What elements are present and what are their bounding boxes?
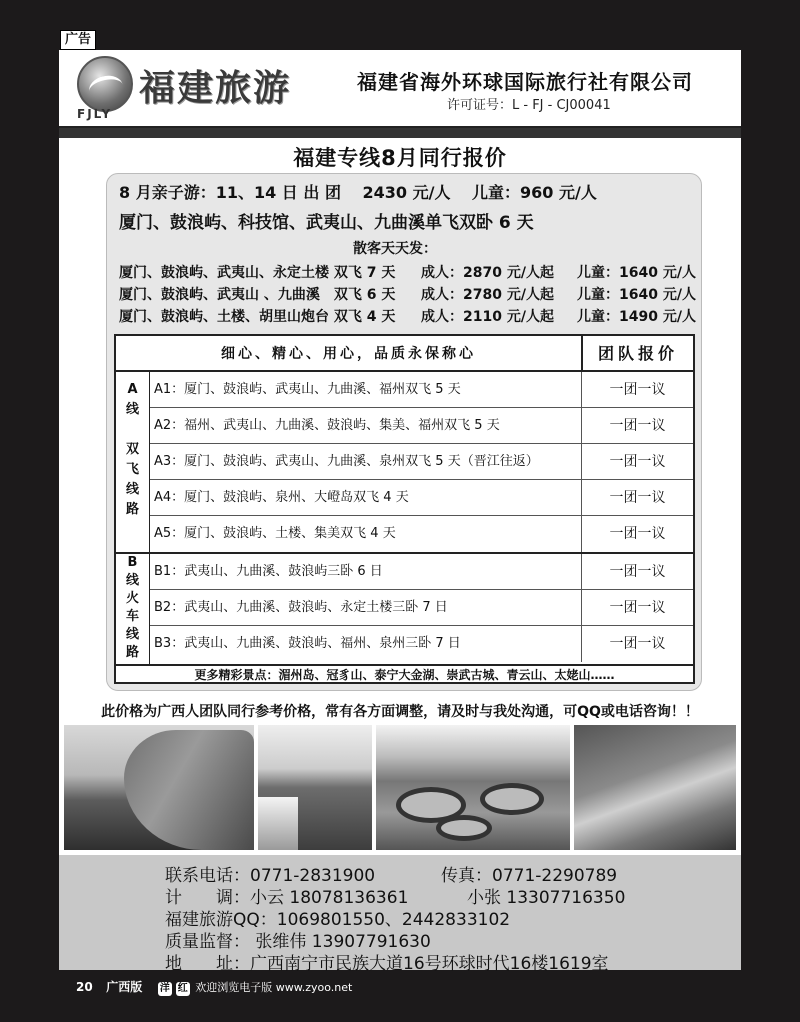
daily-route: 厦门、鼓浪屿、武夷山 、九曲溪 双飞 6 天 — [119, 287, 396, 303]
promo-route: 厦门、鼓浪屿、科技馆、武夷山、九曲溪单飞双卧 6 天 — [119, 213, 534, 233]
route-price: 一团一议 — [581, 516, 693, 552]
contact-fax: 传真：0771-2290789 — [441, 866, 618, 886]
table-header-desc: 细心、精心、用心，品质永保称心 — [116, 336, 581, 372]
route-desc: A3：厦门、鼓浪屿、武夷山、九曲溪、泉州双飞 5 天（晋江往返） — [154, 454, 539, 469]
photo-river — [574, 725, 736, 850]
daily-child-price: 儿童：1640 元/人 — [577, 265, 696, 281]
table-row — [150, 444, 693, 480]
group-label-char: 路 — [125, 502, 139, 517]
group-label-char: 火 — [125, 591, 139, 606]
contact-address: 地 址：广西南宁市民族大道16号环球时代16楼1619室 — [165, 954, 609, 974]
header — [59, 50, 741, 128]
table-row — [150, 372, 693, 408]
group-label-char: 飞 — [125, 462, 139, 477]
route-price: 一团一议 — [581, 444, 693, 480]
daily-route: 厦门、鼓浪屿、土楼、胡里山炮台 双飞 4 天 — [119, 309, 396, 325]
table-row — [150, 480, 693, 516]
contact-planner: 计 调：小云 18078136361 — [165, 888, 409, 908]
route-desc: B1：武夷山、九曲溪、鼓浪屿三卧 6 日 — [154, 564, 383, 579]
brand-name: 福建旅游 — [139, 68, 292, 109]
group-label-char: 线 — [125, 573, 139, 588]
edition-label: 广西版 — [106, 980, 143, 994]
daily-route: 厦门、鼓浪屿、武夷山、永定土楼 双飞 7 天 — [119, 265, 396, 281]
divider — [59, 128, 741, 138]
daily-child-price: 儿童：1640 元/人 — [577, 287, 696, 303]
route-price: 一团一议 — [581, 626, 693, 662]
contact-phone: 联系电话：0771-2831900 — [165, 866, 376, 886]
page-title: 福建专线8月同行报价 — [293, 146, 507, 170]
magazine-badge: 红 — [177, 983, 188, 994]
contact-box — [59, 855, 741, 974]
route-table — [114, 334, 695, 684]
route-desc: B3：武夷山、九曲溪、鼓浪屿、福州、泉州三卧 7 日 — [154, 636, 461, 651]
route-desc: A1：厦门、鼓浪屿、武夷山、九曲溪、福州双飞 5 天 — [154, 382, 461, 397]
group-label-char: 线 — [125, 402, 139, 417]
group-label-char: 车 — [125, 609, 139, 624]
table-row — [150, 516, 693, 554]
price-panel — [106, 173, 702, 691]
daily-title: 散客天天发： — [353, 241, 437, 257]
photo-church — [258, 797, 298, 850]
daily-adult-price: 成人：2110 元/人起 — [421, 309, 554, 325]
table-row — [150, 626, 693, 664]
ad-tag: 广告 — [60, 30, 96, 50]
group-label-char: 线 — [125, 627, 139, 642]
table-row — [150, 408, 693, 444]
route-price: 一团一议 — [581, 554, 693, 590]
group-label-char: 线 — [125, 482, 139, 497]
page-number: 20 — [76, 980, 93, 994]
route-desc: A2：福州、武夷山、九曲溪、鼓浪屿、集美、福州双飞 5 天 — [154, 418, 500, 433]
company-name: 福建省海外环球国际旅行社有限公司 — [357, 70, 693, 94]
contact-supervision: 质量监督： 张维伟 13907791630 — [165, 932, 431, 952]
route-price: 一团一议 — [581, 590, 693, 626]
tulou-shape — [436, 815, 492, 841]
promo-line: 8 月亲子游：11、14 日 出 团 2430 元/人 儿童：960 元/人 — [119, 183, 597, 202]
group-label-char: 双 — [125, 442, 139, 457]
footer — [76, 978, 352, 996]
route-price: 一团一议 — [581, 480, 693, 516]
route-price: 一团一议 — [581, 408, 693, 444]
table-header-price: 团队报价 — [581, 336, 693, 372]
photo-wuyishan — [64, 725, 254, 850]
photo-strip — [64, 725, 736, 850]
group-label-char: 路 — [125, 645, 139, 660]
route-desc: A4：厦门、鼓浪屿、泉州、大嶝岛双飞 4 天 — [154, 490, 409, 505]
group-label-char — [116, 420, 149, 440]
footer-url: 欢迎浏览电子版 www.zyoo.net — [195, 981, 353, 994]
magazine-badge: 洋 — [159, 983, 170, 994]
group-b-label — [116, 554, 150, 664]
route-desc: A5：厦门、鼓浪屿、土楼、集美双飞 4 天 — [154, 526, 396, 541]
group-a-label — [116, 372, 150, 554]
route-desc: B2：武夷山、九曲溪、鼓浪屿、永定土楼三卧 7 日 — [154, 600, 448, 615]
route-price: 一团一议 — [581, 372, 693, 408]
daily-adult-price: 成人：2870 元/人起 — [421, 265, 554, 281]
tulou-shape — [480, 783, 544, 815]
table-row — [150, 590, 693, 626]
photo-tulou — [376, 725, 570, 850]
logo-icon — [77, 56, 133, 112]
group-label-char: B — [127, 555, 138, 570]
daily-adult-price: 成人：2780 元/人起 — [421, 287, 554, 303]
license-number: 许可证号：L - FJ - CJ00041 — [447, 98, 611, 113]
daily-child-price: 儿童：1490 元/人 — [577, 309, 696, 325]
more-sights: 更多精彩景点：湄州岛、冠豸山、泰宁大金湖、崇武古城、青云山、太姥山…… — [116, 664, 693, 684]
table-row — [150, 554, 693, 590]
price-notice: 此价格为广西人团队同行参考价格，常有各方面调整，请及时与我处沟通，可QQ或电话咨询！！ — [101, 704, 699, 720]
group-label-char: A — [127, 382, 138, 397]
logo-text: FJLY — [77, 107, 113, 121]
ad-page — [59, 50, 741, 974]
contact-qq: 福建旅游QQ：1069801550、2442833102 — [165, 910, 511, 930]
contact-planner-2: 小张 13307716350 — [467, 888, 626, 908]
